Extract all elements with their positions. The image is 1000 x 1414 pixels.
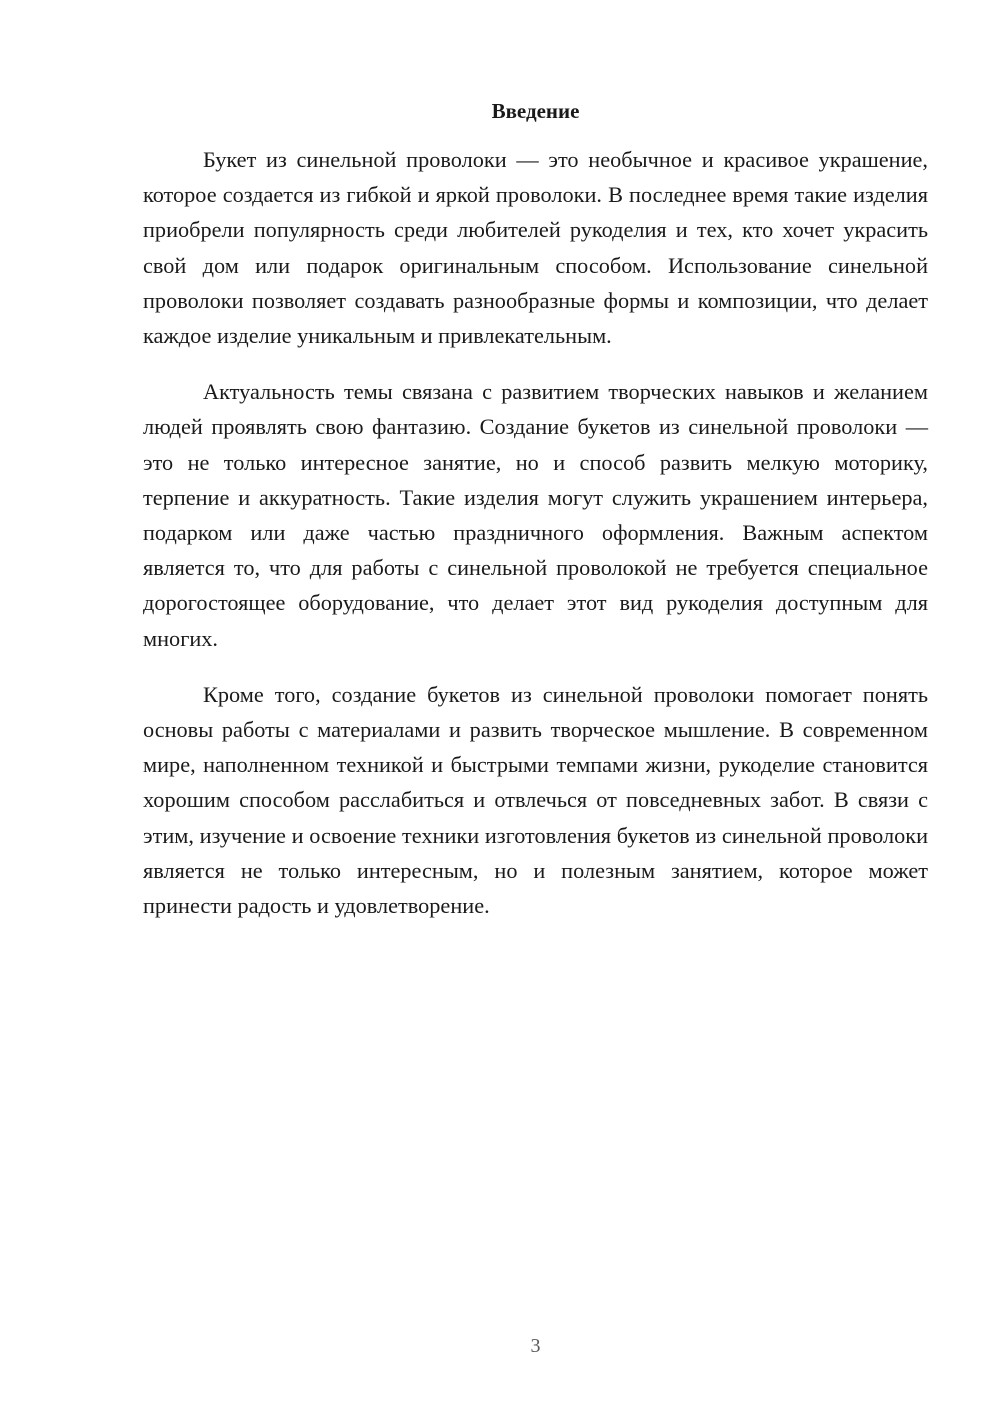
paragraph-1: Букет из синельной проволоки — это необычное и красивое украшение, которое создается из гибкой и яркой проволоки. В последнее время такие изделия приобрели популярность среди любителей рукоделия и тех, кто хочет украсить свой дом или подарок оригинальным способом. Использование синельной проволоки позволяет создавать разнообразные формы и композиции, что делает каждое изделие уникальным и привлекательным. (143, 147, 928, 349)
document-body (143, 142, 928, 944)
paragraph-2: Актуальность темы связана с развитием творческих навыков и желанием людей проявлять свою фантазию. Создание букетов из синельной проволоки — это не только интересное занятие, но и способ развить мелкую моторику, терпение и аккуратность. Такие изделия могут служить украшением интерьера, подарком или даже частью праздничного оформления. Важным аспектом является то, что для работы с синельной проволокой не требуется специальное дорогостоящее оборудование, что делает этот вид рукоделия доступным для многих. (143, 379, 928, 651)
paragraph-3: Кроме того, создание букетов из синельной проволоки помогает понять основы работы с материалами и развить творческое мышление. В современном мире, наполненном техникой и быстрыми темпами жизни, рукоделие становится хорошим способом расслабиться и отвлечься от повседневных забот. В связи с этим, изучение и освоение техники изготовления букетов из синельной проволоки является не только интересным, но и полезным занятием, которое может принести радость и удовлетворение. (143, 681, 928, 919)
page-number: 3 (530, 1335, 541, 1357)
section-heading: Введение (491, 99, 580, 123)
